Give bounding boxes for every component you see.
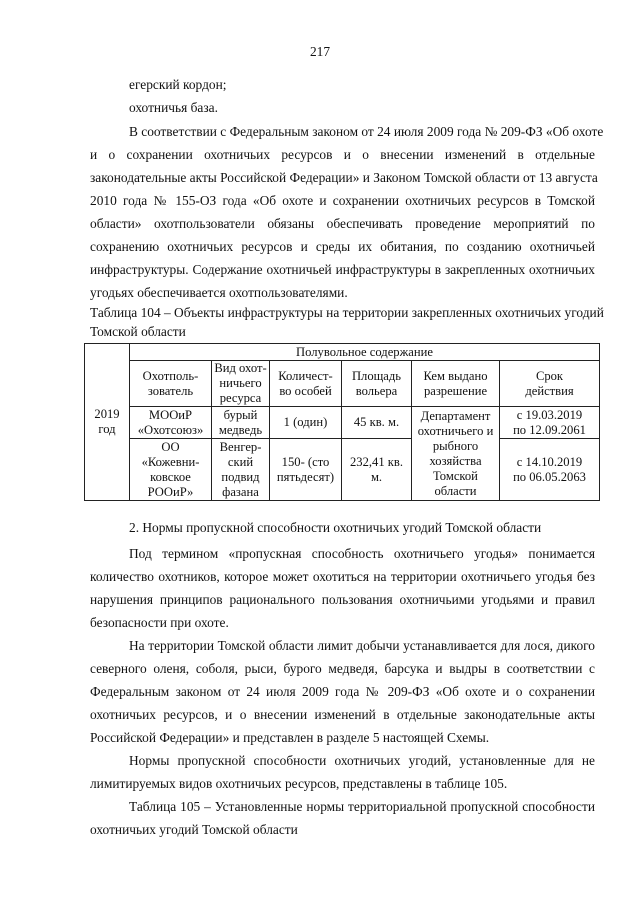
column-header: Охотполь- зователь (130, 361, 212, 407)
issuer-cell: Департамент охотничьего и рыбного хозяйства Томской области (412, 407, 500, 501)
table-cell: МООиР «Охотсоюз» (130, 407, 212, 439)
infrastructure-table (84, 343, 600, 501)
text-line: сохранению охотничьих ресурсов и среды их обитания, по созданию охотничьей (90, 239, 595, 254)
text-line: безопасности при охоте. (90, 615, 229, 630)
column-header: Вид охот- ничьего ресурса (212, 361, 270, 407)
table-caption: Таблица 104 – Объекты инфраструктуры на территории закрепленных охотничьих угодий (90, 305, 604, 320)
text-line: северного оленя, соболя, рыси, бурого медведя, барсука и выдры в соответствии с (90, 661, 595, 676)
column-header: Кем выдано разрешение (412, 361, 500, 407)
column-header: Площадь вольера (342, 361, 412, 407)
table-cell: ОО «Кожевни- ковское РООиР» (130, 439, 212, 501)
text-line: нарушения принципов рационального пользования охотничьими угодьями и правил (90, 592, 595, 607)
table-cell: 232,41 кв. м. (342, 439, 412, 501)
table-cell: с 14.10.2019 по 06.05.2063 (500, 439, 600, 501)
table-caption: охотничьих угодий Томской области (90, 822, 298, 837)
table-caption: Томской области (90, 324, 186, 339)
text-line: 2010 года № 155-ОЗ года «Об охоте и сохранении охотничьих ресурсов в Томской (90, 193, 595, 208)
text-line: области» охотпользователи обязаны обеспечивать проведение мероприятий по (90, 216, 595, 231)
year-cell: 2019 год (85, 344, 130, 501)
column-header: Количест- во особей (270, 361, 342, 407)
text-line: угодьях обеспечивается охотпользователями. (90, 285, 348, 300)
text-line: Федеральным законом от 24 июля 2009 года № 209-ФЗ «Об охоте и о сохранении (90, 684, 595, 699)
text-line: количество охотников, которое может охотиться на территории охотничьего угодья без (90, 569, 595, 584)
text-line: На территории Томской области лимит добычи устанавливается для лося, дикого (129, 638, 595, 653)
text-line: охотничьих ресурсов, и о внесении изменений в отдельные законодательные акты (90, 707, 595, 722)
text-line: лимитируемых видов охотничьих ресурсов, представлены в таблице 105. (90, 776, 508, 791)
text-line: охотничья база. (129, 100, 218, 115)
column-header: Срок действия (500, 361, 600, 407)
page-number: 217 (309, 44, 331, 59)
text-line: Нормы пропускной способности охотничьих угодий, установленные для не (129, 753, 595, 768)
table-cell: 150- (сто пятьдесят) (270, 439, 342, 501)
text-line: законодательные акты Российской Федерации» и Законом Томской области от 13 августа (90, 170, 598, 185)
text-line: инфраструктуры. Содержание охотничьей инфраструктуры в закрепленных охотничьих (90, 262, 595, 277)
text-line: егерский кордон; (129, 77, 227, 92)
text-line: Российской Федерации» и представлен в разделе 5 настоящей Схемы. (90, 730, 490, 745)
table-cell: с 19.03.2019 по 12.09.2061 (500, 407, 600, 439)
text-line: и о сохранении охотничьих ресурсов и о внесении изменений в отдельные (90, 147, 595, 162)
table-caption: Таблица 105 – Установленные нормы территориальной пропускной способности (129, 799, 595, 814)
section-heading: 2. Нормы пропускной способности охотничьих угодий Томской области (129, 520, 542, 535)
text-line: Под термином «пропускная способность охотничьего угодья» понимается (129, 546, 595, 561)
text-line: В соответствии с Федеральным законом от 24 июля 2009 года № 209-ФЗ «Об охоте (129, 124, 604, 139)
table-cell: 1 (один) (270, 407, 342, 439)
table-cell: Венгер- ский подвид фазана (212, 439, 270, 501)
table-cell: 45 кв. м. (342, 407, 412, 439)
table-cell: бурый медведь (212, 407, 270, 439)
group-header: Полувольное содержание (130, 344, 600, 361)
